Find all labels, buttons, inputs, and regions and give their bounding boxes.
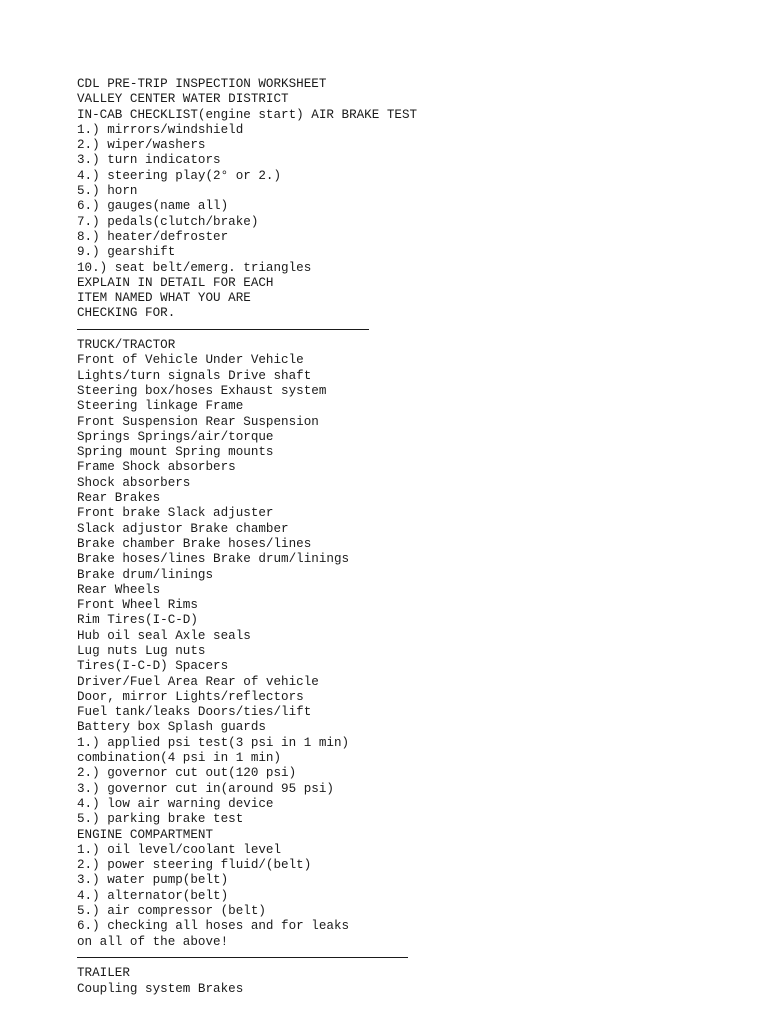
engine-item: 4.) alternator(belt)	[77, 888, 229, 903]
doc-title: CDL PRE-TRIP INSPECTION WORKSHEET	[77, 77, 327, 91]
inspection-item: Rear Brakes	[77, 491, 161, 506]
inspection-item: Tires(I-C-D) Spacers	[77, 659, 229, 674]
inspection-item: Battery box Splash guards	[77, 720, 266, 735]
inspection-item: Front of Vehicle Under Vehicle	[77, 353, 304, 368]
divider-rule	[77, 950, 408, 958]
air-brake-step: 5.) parking brake test	[77, 812, 244, 827]
inspection-item: Brake drum/linings	[77, 567, 214, 582]
inspection-item: Driver/Fuel Area Rear of vehicle	[77, 674, 319, 689]
inspection-item: Lights/turn signals Drive shaft	[77, 368, 312, 383]
trailer-item: Coupling system Brakes	[77, 981, 244, 996]
checklist-item: 6.) gauges(name all)	[77, 199, 229, 214]
air-brake-step: 1.) applied psi test(3 psi in 1 min)	[77, 735, 350, 750]
air-brake-step: 4.) low air warning device	[77, 796, 274, 811]
divider-rule	[77, 322, 369, 330]
inspection-item: Fuel tank/leaks Doors/ties/lift	[77, 705, 312, 720]
engine-item: 2.) power steering fluid/(belt)	[77, 858, 312, 873]
inspection-item: Slack adjustor Brake chamber	[77, 521, 289, 536]
inspection-item: Steering box/hoses Exhaust system	[77, 383, 327, 398]
air-brake-step: 2.) governor cut out(120 psi)	[77, 766, 297, 781]
inspection-item: Steering linkage Frame	[77, 399, 244, 414]
inspection-item: Front Wheel Rims	[77, 598, 198, 613]
worksheet-document	[77, 77, 757, 997]
instruction-text: EXPLAIN IN DETAIL FOR EACH	[77, 275, 274, 290]
checklist-item: 3.) turn indicators	[77, 153, 221, 168]
air-brake-step: combination(4 psi in 1 min)	[77, 751, 282, 766]
inspection-item: Front brake Slack adjuster	[77, 506, 274, 521]
checklist-item: 7.) pedals(clutch/brake)	[77, 214, 259, 229]
engine-item: 5.) air compressor (belt)	[77, 904, 266, 919]
checklist-item: 5.) horn	[77, 184, 138, 199]
inspection-item: Front Suspension Rear Suspension	[77, 414, 319, 429]
section-heading-trailer: TRAILER	[77, 966, 130, 981]
engine-item: 6.) checking all hoses and for leaks	[77, 919, 350, 934]
checklist-item: 1.) mirrors/windshield	[77, 122, 244, 137]
section-heading-in-cab: IN-CAB CHECKLIST(engine start) AIR BRAKE TEST	[77, 107, 418, 122]
section-heading-engine: ENGINE COMPARTMENT	[77, 827, 214, 842]
inspection-item: Rim Tires(I-C-D)	[77, 613, 198, 628]
instruction-text: CHECKING FOR.	[77, 306, 176, 321]
checklist-item: 8.) heater/defroster	[77, 229, 229, 244]
instruction-text: ITEM NAMED WHAT YOU ARE	[77, 291, 251, 306]
inspection-item: Springs Springs/air/torque	[77, 429, 274, 444]
inspection-item: Door, mirror Lights/reflectors	[77, 689, 304, 704]
engine-item: on all of the above!	[77, 934, 229, 949]
checklist-item: 4.) steering play(2° or 2.)	[77, 168, 282, 183]
inspection-item: Hub oil seal Axle seals	[77, 628, 251, 643]
checklist-item: 9.) gearshift	[77, 245, 176, 260]
section-heading-truck: TRUCK/TRACTOR	[77, 338, 176, 353]
inspection-item: Rear Wheels	[77, 582, 161, 597]
inspection-item: Brake chamber Brake hoses/lines	[77, 536, 312, 551]
inspection-item: Lug nuts Lug nuts	[77, 643, 206, 658]
inspection-item: Spring mount Spring mounts	[77, 445, 274, 460]
checklist-item: 2.) wiper/washers	[77, 138, 206, 153]
air-brake-step: 3.) governor cut in(around 95 psi)	[77, 781, 334, 796]
inspection-item: Frame Shock absorbers	[77, 460, 236, 475]
checklist-item: 10.) seat belt/emerg. triangles	[77, 260, 312, 275]
organization-name: VALLEY CENTER WATER DISTRICT	[77, 92, 289, 107]
inspection-item: Shock absorbers	[77, 475, 191, 490]
inspection-item: Brake hoses/lines Brake drum/linings	[77, 552, 350, 567]
engine-item: 1.) oil level/coolant level	[77, 842, 282, 857]
engine-item: 3.) water pump(belt)	[77, 873, 229, 888]
